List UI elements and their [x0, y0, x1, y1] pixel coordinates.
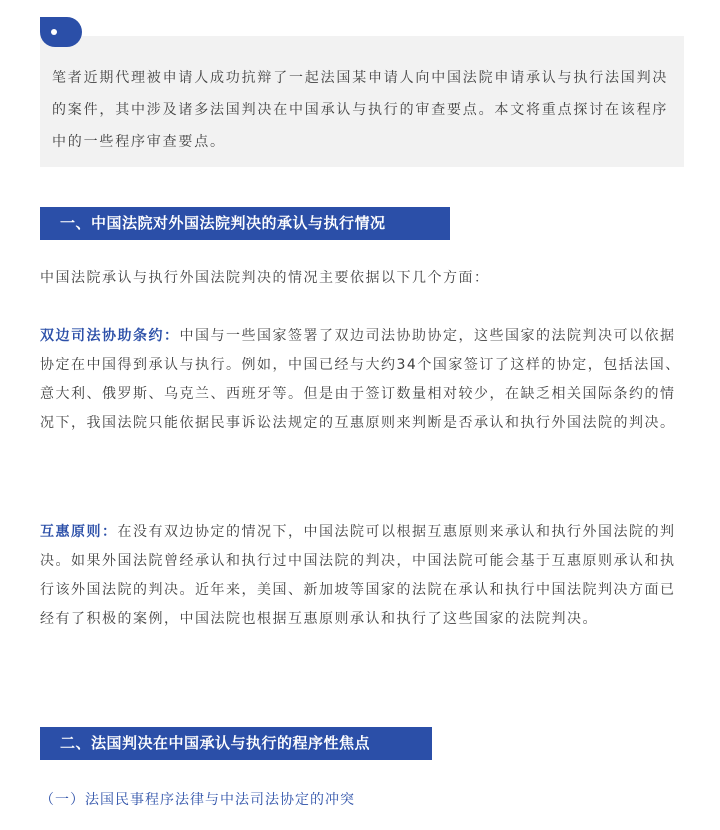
reciprocity-text: 在没有双边协定的情况下，中国法院可以根据互惠原则来承认和执行外国法院的判决。如果外国法院曾经承认和执行过中国法院的判决，中国法院可能会基于互惠原则承认和执行该外国法院的判决。近年来，美国、新加坡等国家的法院在承认和执行中国法院判决方面已经有了积极的案例，中国法院也根据互惠原则承认和执行了这些国家的法院判决。 [40, 524, 676, 627]
bilateral-treaty-paragraph [40, 322, 684, 438]
bilateral-treaty-term: 双边司法协助条约： [40, 328, 180, 344]
dot-icon [51, 29, 57, 35]
intro-paragraph: 笔者近期代理被申请人成功抗辩了一起法国某申请人向中国法院申请承认与执行法国判决的案件，其中涉及诸多法国判决在中国承认与执行的审查要点。本文将重点探讨在该程序中的一些程序审查要点。 [52, 70, 669, 150]
section-1-lead-paragraph: 中国法院承认与执行外国法院判决的情况主要依据以下几个方面： [40, 270, 490, 286]
subsection-heading-1: （一）法国民事程序法律与中法司法协定的冲突 [40, 792, 355, 808]
intro-badge [40, 17, 82, 47]
reciprocity-term: 互惠原则： [40, 524, 118, 540]
section-heading-1: 一、中国法院对外国法院判决的承认与执行情况 [40, 207, 450, 240]
bilateral-treaty-text: 中国与一些国家签署了双边司法协助协定，这些国家的法院判决可以依据协定在中国得到承认与执行。例如，中国已经与大约34个国家签订了这样的协定，包括法国、意大利、俄罗斯、乌克兰、西班牙等。但是由于签订数量相对较少，在缺乏相关国际条约的情况下，我国法院只能依据民事诉讼法规定的互惠原则来判断是否承认和执行外国法院的判决。 [40, 328, 681, 431]
reciprocity-paragraph [40, 518, 684, 634]
section-heading-2: 二、法国判决在中国承认与执行的程序性焦点 [40, 727, 432, 760]
